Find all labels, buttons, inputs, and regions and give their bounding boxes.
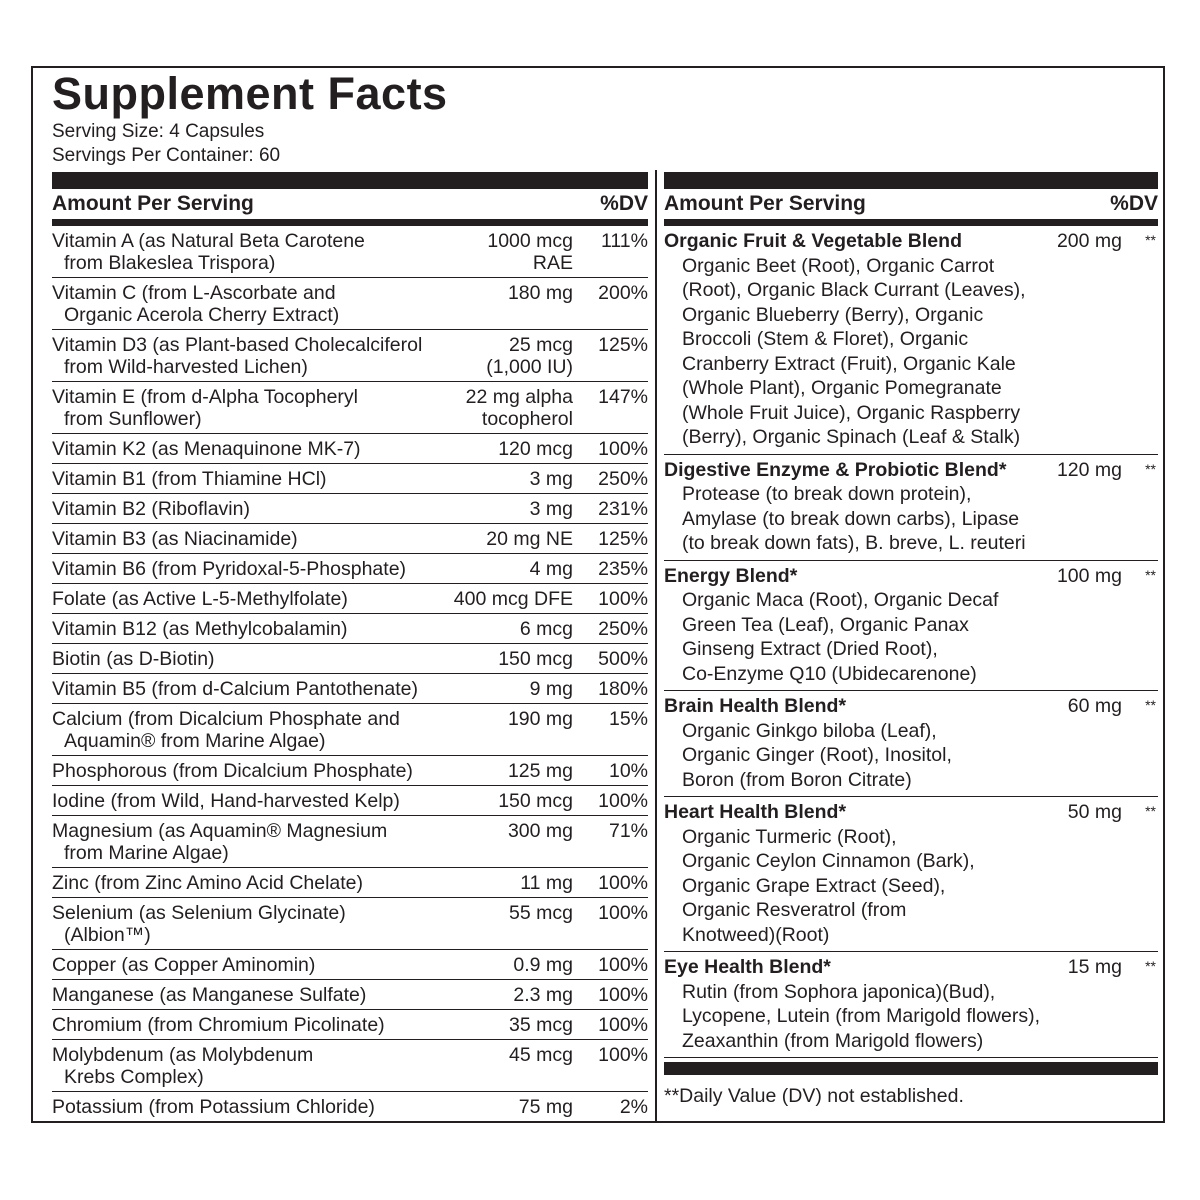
nutrient-dv: 100%	[598, 872, 648, 894]
blend-name: Eye Health Blend*	[664, 956, 831, 978]
nutrient-row	[52, 226, 648, 278]
blend-ingredients	[664, 588, 1067, 686]
nutrient-name: Zinc (from Zinc Amino Acid Chelate)	[52, 872, 364, 894]
nutrient-amount: 1000 mcg	[487, 230, 573, 252]
nutrient-source: from Wild-harvested Lichen)	[64, 356, 308, 378]
nutrient-amount: 35 mcg	[509, 1014, 573, 1036]
nutrient-source: Krebs Complex)	[64, 1066, 204, 1088]
blend-ingredients	[664, 482, 1067, 556]
nutrient-row	[52, 524, 648, 554]
nutrient-row	[52, 786, 648, 816]
blend-row	[664, 691, 1158, 797]
blend-name: Energy Blend*	[664, 564, 798, 587]
nutrient-amount: 125 mg	[507, 760, 573, 782]
nutrient-amount: 400 mcg DFE	[453, 588, 573, 610]
nutrient-amount: 9 mg	[529, 678, 573, 700]
blend-dv: **	[1145, 958, 1156, 974]
dv-label: %DV	[1110, 192, 1158, 215]
nutrient-amount-block	[513, 954, 573, 976]
nutrient-dv: 250%	[598, 618, 648, 640]
nutrient-name-block	[52, 528, 460, 550]
nutrient-row	[52, 494, 648, 524]
blend-ingredient-line: (to break down fats), B. breve, L. reuteri	[682, 532, 1026, 554]
blend-row	[664, 226, 1158, 455]
blend-ingredient-line: Knotweed)(Root)	[682, 923, 830, 946]
nutrient-dv: 100%	[598, 902, 648, 924]
nutrient-source: Organic Acerola Cherry Extract)	[64, 304, 340, 326]
blend-dv: **	[1145, 232, 1156, 248]
nutrient-amount-block	[520, 618, 573, 640]
blend-ingredients	[664, 254, 1067, 450]
nutrient-amount-block	[508, 708, 573, 730]
nutrient-row	[52, 464, 648, 494]
nutrient-amount-block	[509, 902, 573, 924]
nutrient-dv: 100%	[598, 954, 648, 976]
blend-amount: 50 mg	[1067, 801, 1122, 823]
blend-ingredient-line: Organic Maca (Root), Organic Decaf	[682, 589, 999, 611]
blend-name: Digestive Enzyme & Probiotic Blend*	[664, 458, 1007, 481]
nutrient-amount: 20 mg NE	[486, 528, 573, 550]
blend-ingredient-line: Zeaxanthin (from Marigold flowers)	[682, 1029, 984, 1052]
nutrient-dv: 111%	[601, 230, 648, 252]
nutrient-dv: 100%	[598, 790, 648, 812]
blend-ingredient-line: (Whole Fruit Juice), Organic Raspberry	[682, 401, 1021, 424]
blend-ingredient-line: Rutin (from Sophora japonica)(Bud),	[682, 980, 996, 1003]
nutrient-amount-block	[466, 386, 573, 430]
blend-list	[664, 226, 1158, 1058]
blend-ingredient-line: (Root), Organic Black Currant (Leaves),	[682, 279, 1026, 301]
blend-ingredient-line: Organic Resveratrol (from	[682, 899, 907, 921]
amount-per-serving-label: Amount Per Serving	[664, 192, 866, 215]
blend-name: Brain Health Blend*	[664, 695, 847, 717]
nutrient-amount: 120 mcg	[498, 438, 573, 460]
blend-ingredient-line: Ginseng Extract (Dried Root),	[682, 638, 938, 660]
blend-amount: 200 mg	[1056, 230, 1122, 252]
blend-ingredient-line: (Berry), Organic Spinach (Leaf & Stalk)	[682, 426, 1021, 448]
nutrient-row	[52, 434, 648, 464]
blend-ingredients	[664, 719, 1067, 793]
nutrient-dv: 200%	[598, 282, 648, 304]
nutrients-column	[52, 172, 648, 1121]
nutrient-name-block	[52, 498, 460, 520]
nutrient-row	[52, 704, 648, 756]
nutrient-name: Selenium (as Selenium Glycinate)	[52, 902, 346, 924]
nutrient-name-block	[52, 984, 460, 1006]
nutrient-name-block	[52, 902, 460, 946]
nutrient-amount-block	[486, 528, 573, 550]
panel-title: Supplement Facts	[52, 68, 448, 119]
column-divider	[655, 170, 657, 1123]
nutrient-row	[52, 382, 648, 434]
nutrient-name-block	[52, 760, 460, 782]
nutrient-dv: 100%	[598, 438, 648, 460]
nutrient-amount: 190 mg	[507, 708, 573, 730]
nutrient-name-block	[52, 1096, 460, 1118]
nutrient-name-block	[52, 558, 460, 580]
blend-ingredient-line: Organic Ginger (Root), Inositol,	[682, 744, 952, 766]
nutrient-row	[52, 554, 648, 584]
bottom-rule	[664, 1062, 1158, 1075]
nutrient-amount-block	[530, 558, 573, 580]
nutrient-amount-block	[508, 760, 573, 782]
nutrient-amount: 6 mcg	[519, 618, 573, 640]
nutrient-amount: 180 mg	[507, 282, 573, 304]
nutrient-row	[52, 756, 648, 786]
blend-amount: 60 mg	[1067, 695, 1122, 717]
nutrient-amount: 11 mg	[520, 872, 573, 894]
blend-ingredient-line: Green Tea (Leaf), Organic Panax	[682, 613, 969, 636]
nutrient-name-block	[52, 1014, 460, 1036]
nutrient-dv: 180%	[598, 678, 648, 700]
nutrient-source: Aquamin® from Marine Algae)	[64, 730, 326, 752]
nutrient-amount: 150 mcg	[498, 790, 573, 812]
nutrient-dv: 235%	[598, 558, 648, 580]
nutrient-dv: 125%	[598, 528, 648, 550]
nutrient-name-block	[52, 438, 460, 460]
blend-dv: **	[1145, 697, 1156, 713]
nutrient-amount: 300 mg	[507, 820, 573, 842]
nutrient-amount: 4 mg	[529, 558, 573, 580]
nutrients-header	[52, 189, 648, 219]
amount-per-serving-label: Amount Per Serving	[52, 192, 254, 215]
nutrient-dv: 125%	[598, 334, 648, 356]
nutrient-name: Iodine (from Wild, Hand-harvested Kelp)	[52, 790, 400, 812]
nutrient-amount-block	[487, 230, 573, 274]
nutrient-row	[52, 898, 648, 950]
nutrient-amount-unit: RAE	[532, 252, 573, 274]
nutrient-dv: 100%	[598, 984, 648, 1006]
footnote: **Daily Value (DV) not established.	[664, 1085, 964, 1107]
nutrient-row	[52, 614, 648, 644]
nutrient-name-block	[52, 468, 460, 490]
nutrient-row	[52, 868, 648, 898]
servings-per-container: Servings Per Container: 60	[52, 145, 281, 166]
nutrient-dv: 100%	[598, 588, 648, 610]
blend-ingredient-line: Broccoli (Stem & Floret), Organic	[682, 328, 969, 350]
blend-ingredient-line: Organic Ceylon Cinnamon (Bark),	[682, 850, 975, 872]
blend-ingredient-line: Organic Blueberry (Berry), Organic	[682, 303, 984, 326]
thick-rule	[664, 172, 1158, 189]
nutrient-name: Vitamin B6 (from Pyridoxal-5-Phosphate)	[52, 558, 407, 580]
nutrient-name: Vitamin B12 (as Methylcobalamin)	[52, 618, 348, 640]
blend-ingredient-line: Organic Beet (Root), Organic Carrot	[682, 254, 995, 277]
nutrient-list	[52, 226, 648, 1121]
nutrient-amount-block	[509, 1044, 573, 1066]
nutrient-dv: 147%	[598, 386, 648, 408]
nutrient-amount: 25 mcg	[509, 334, 573, 356]
blend-amount: 120 mg	[1056, 458, 1122, 481]
nutrient-name-block	[52, 386, 460, 430]
nutrient-amount-block	[498, 648, 573, 670]
nutrient-name: Phosphorous (from Dicalcium Phosphate)	[52, 760, 413, 782]
blend-ingredient-line: Lycopene, Lutein (from Marigold flowers),	[682, 1005, 1041, 1027]
nutrient-name: Biotin (as D-Biotin)	[52, 648, 215, 670]
nutrient-name-block	[52, 1044, 460, 1088]
nutrient-name: Vitamin B1 (from Thiamine HCl)	[52, 468, 327, 490]
nutrient-dv: 71%	[608, 820, 648, 842]
nutrient-amount-block	[530, 468, 573, 490]
nutrient-name-block	[52, 618, 460, 640]
nutrient-name-block	[52, 588, 460, 610]
nutrient-dv: 500%	[598, 648, 648, 670]
nutrient-amount: 0.9 mg	[513, 954, 573, 976]
nutrient-source: from Sunflower)	[64, 408, 202, 430]
nutrient-name: Chromium (from Chromium Picolinate)	[52, 1014, 385, 1036]
blend-row	[664, 952, 1158, 1058]
nutrient-amount-block	[508, 282, 573, 304]
nutrient-name-block	[52, 334, 460, 378]
blend-ingredient-line: Organic Ginkgo biloba (Leaf),	[682, 719, 937, 742]
blend-ingredient-line: Organic Grape Extract (Seed),	[682, 874, 946, 897]
nutrient-name: Vitamin C (from L-Ascorbate and	[52, 282, 336, 304]
nutrient-amount-block	[498, 438, 573, 460]
nutrient-amount-block	[454, 588, 573, 610]
blend-name: Organic Fruit & Vegetable Blend	[664, 230, 962, 252]
nutrient-name-block	[52, 872, 460, 894]
nutrient-source: from Marine Algae)	[64, 842, 229, 864]
nutrient-dv: 10%	[608, 760, 648, 782]
blend-amount: 100 mg	[1056, 564, 1122, 587]
nutrient-amount-block	[486, 334, 573, 378]
nutrient-amount: 22 mg alpha	[465, 386, 573, 408]
nutrient-dv: 250%	[598, 468, 648, 490]
blend-ingredient-line: Amylase (to break down carbs), Lipase	[682, 507, 1020, 530]
blend-dv: **	[1145, 566, 1156, 583]
blend-row	[664, 797, 1158, 952]
nutrient-row	[52, 1040, 648, 1092]
nutrient-amount: 3 mg	[529, 468, 573, 490]
nutrient-name: Manganese (as Manganese Sulfate)	[52, 984, 367, 1006]
nutrient-row	[52, 674, 648, 704]
nutrient-dv: 100%	[598, 1014, 648, 1036]
nutrient-name: Copper (as Copper Aminomin)	[52, 954, 316, 976]
blends-column	[664, 172, 1158, 1107]
nutrient-amount: 75 mg	[518, 1096, 573, 1118]
blend-ingredient-line: Co-Enzyme Q10 (Ubidecarenone)	[682, 662, 977, 685]
nutrient-row	[52, 950, 648, 980]
thick-rule	[52, 172, 648, 189]
nutrient-dv: 15%	[608, 708, 648, 730]
blend-row	[664, 561, 1158, 692]
nutrient-name: Molybdenum (as Molybdenum	[52, 1044, 314, 1066]
blend-ingredients	[664, 980, 1067, 1054]
nutrient-name-block	[52, 282, 460, 326]
nutrient-dv: 2%	[619, 1096, 648, 1118]
nutrient-row	[52, 584, 648, 614]
nutrient-amount-unit: tocopherol	[481, 408, 573, 430]
blend-row	[664, 455, 1158, 561]
nutrient-amount: 55 mcg	[509, 902, 573, 924]
nutrient-dv: 231%	[598, 498, 648, 520]
nutrient-name: Vitamin B5 (from d-Calcium Pantothenate)	[52, 678, 418, 700]
nutrient-name-block	[52, 708, 460, 752]
nutrient-name: Folate (as Active L-5-Methylfolate)	[52, 588, 348, 610]
nutrient-dv: 100%	[598, 1044, 648, 1066]
nutrient-row	[52, 330, 648, 382]
blend-name: Heart Health Blend*	[664, 801, 847, 823]
nutrient-amount: 45 mcg	[509, 1044, 573, 1066]
blend-ingredient-line: Cranberry Extract (Fruit), Organic Kale	[682, 352, 1016, 375]
nutrient-amount: 3 mg	[529, 498, 573, 520]
nutrient-row	[52, 644, 648, 674]
nutrient-name: Magnesium (as Aquamin® Magnesium	[52, 820, 388, 842]
nutrient-name-block	[52, 954, 460, 976]
nutrient-name-block	[52, 820, 460, 864]
nutrient-name-block	[52, 230, 460, 274]
nutrient-name: Vitamin B3 (as Niacinamide)	[52, 528, 298, 550]
nutrient-amount: 150 mcg	[498, 648, 573, 670]
nutrient-amount-block	[513, 984, 573, 1006]
nutrient-name-block	[52, 648, 460, 670]
nutrient-source: from Blakeslea Trispora)	[64, 252, 276, 274]
nutrient-name: Vitamin D3 (as Plant-based Cholecalciferol	[52, 334, 423, 356]
blend-ingredient-line: Boron (from Boron Citrate)	[682, 768, 912, 791]
nutrient-amount-block	[520, 872, 573, 894]
nutrient-amount: 2.3 mg	[513, 984, 573, 1006]
nutrient-name: Vitamin B2 (Riboflavin)	[52, 498, 250, 520]
nutrient-row	[52, 980, 648, 1010]
nutrient-name-block	[52, 678, 460, 700]
blend-amount: 15 mg	[1067, 956, 1122, 978]
nutrient-amount-unit: (1,000 IU)	[486, 356, 573, 378]
nutrient-row	[52, 278, 648, 330]
nutrient-name: Potassium (from Potassium Chloride)	[52, 1096, 375, 1118]
blend-ingredient-line: (Whole Plant), Organic Pomegranate	[682, 377, 1002, 399]
blend-ingredients	[664, 825, 1067, 948]
header-rule	[664, 219, 1158, 226]
nutrient-source: (Albion™)	[64, 924, 151, 946]
nutrient-amount-block	[530, 498, 573, 520]
nutrient-amount-block	[508, 820, 573, 842]
nutrient-name-block	[52, 790, 460, 812]
nutrient-amount-block	[509, 1014, 573, 1036]
nutrient-row	[52, 816, 648, 868]
blend-ingredient-line: Protease (to break down protein),	[682, 483, 972, 505]
dv-label: %DV	[600, 192, 648, 215]
nutrient-row	[52, 1010, 648, 1040]
blend-dv: **	[1145, 460, 1156, 477]
blend-dv: **	[1145, 803, 1156, 819]
nutrient-name: Vitamin K2 (as Menaquinone MK-7)	[52, 438, 361, 460]
nutrient-amount-block	[530, 678, 573, 700]
nutrient-name: Vitamin A (as Natural Beta Carotene	[52, 230, 365, 252]
nutrient-row	[52, 1092, 648, 1121]
blends-header	[664, 189, 1158, 219]
nutrient-amount-block	[498, 790, 573, 812]
header-rule	[52, 219, 648, 226]
nutrient-name: Calcium (from Dicalcium Phosphate and	[52, 708, 400, 730]
serving-size: Serving Size: 4 Capsules	[52, 121, 265, 142]
nutrient-name: Vitamin E (from d-Alpha Tocopheryl	[52, 386, 359, 408]
nutrient-amount-block	[519, 1096, 573, 1118]
blend-ingredient-line: Organic Turmeric (Root),	[682, 825, 897, 848]
